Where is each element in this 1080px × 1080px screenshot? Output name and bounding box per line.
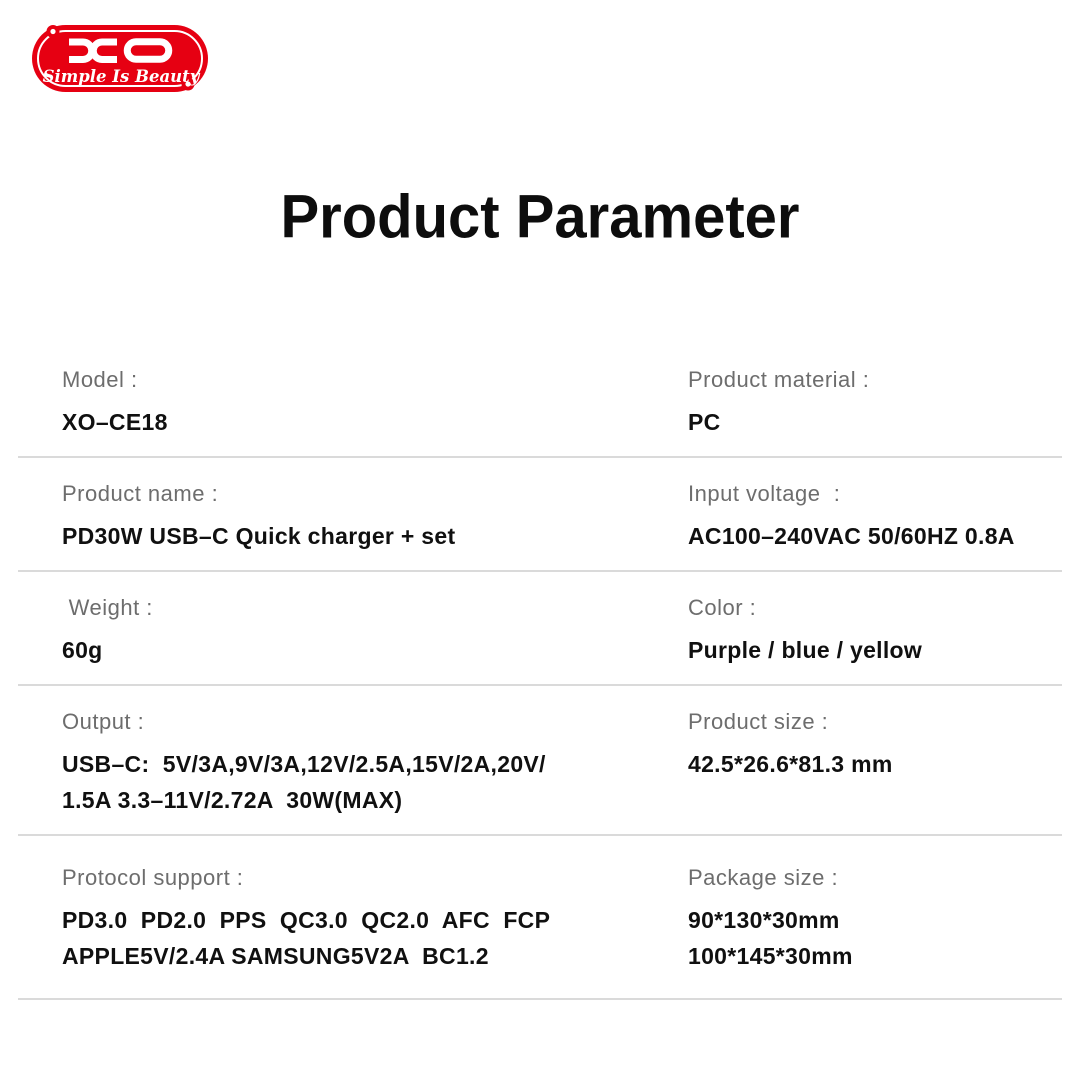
spec-cell-color	[688, 596, 1062, 668]
spec-label-package-size: Package size :	[688, 865, 839, 890]
spec-value-color	[688, 632, 1062, 668]
spec-label-weight: Weight :	[62, 595, 153, 620]
spec-value-product-name	[62, 518, 688, 554]
spec-cell-product-material	[688, 368, 1062, 440]
spec-value-line: AC100–240VAC 50/60HZ 0.8A	[688, 523, 1015, 549]
spec-value-line: 60g	[62, 637, 103, 663]
spec-value-line: 90*130*30mm	[688, 907, 840, 933]
spec-row-weight-color	[18, 572, 1062, 686]
spec-cell-output	[62, 710, 688, 818]
spec-row-output-size	[18, 686, 1062, 836]
spec-value-line: PC	[688, 409, 721, 435]
spec-cell-input-voltage	[688, 482, 1062, 554]
spec-value-line: PD30W USB–C Quick charger + set	[62, 523, 456, 549]
spec-label-protocol-support: Protocol support :	[62, 865, 244, 890]
spec-label-input-voltage: Input voltage :	[688, 481, 841, 506]
spec-label-product-size: Product size :	[688, 709, 829, 734]
spec-table	[18, 344, 1062, 1000]
spec-value-input-voltage	[688, 518, 1062, 554]
spec-value-product-material	[688, 404, 1062, 440]
spec-label-product-material: Product material :	[688, 367, 870, 392]
spec-label-product-name: Product name :	[62, 481, 219, 506]
spec-label-color: Color :	[688, 595, 757, 620]
spec-cell-package-size	[688, 866, 1062, 974]
spec-value-model	[62, 404, 688, 440]
xo-logo	[32, 25, 208, 92]
page-title: Product Parameter	[280, 183, 800, 252]
spec-value-line: 100*145*30mm	[688, 943, 853, 969]
logo-tagline: Simple Is Beauty	[42, 67, 200, 86]
spec-value-line: 42.5*26.6*81.3 mm	[688, 751, 893, 777]
spec-row-name-voltage	[18, 458, 1062, 572]
spec-value-protocol-support	[62, 902, 688, 974]
spec-cell-product-name	[62, 482, 688, 554]
spec-cell-model	[62, 368, 688, 440]
spec-value-line: USB–C: 5V/3A,9V/3A,12V/2.5A,15V/2A,20V/	[62, 751, 546, 777]
spec-label-model: Model :	[62, 367, 138, 392]
spec-row-model-material	[18, 344, 1062, 458]
spec-value-line: APPLE5V/2.4A SAMSUNG5V2A BC1.2	[62, 943, 489, 969]
spec-value-product-size	[688, 746, 1062, 782]
xo-logo-icon	[32, 25, 208, 92]
spec-row-protocol-package	[18, 836, 1062, 1000]
spec-cell-weight	[62, 596, 688, 668]
spec-cell-product-size	[688, 710, 1062, 818]
spec-value-package-size	[688, 902, 1062, 974]
spec-value-weight	[62, 632, 688, 668]
spec-label-output: Output :	[62, 709, 145, 734]
spec-value-output	[62, 746, 688, 818]
spec-value-line: XO–CE18	[62, 409, 168, 435]
spec-cell-protocol-support	[62, 866, 688, 974]
spec-value-line: 1.5A 3.3–11V/2.72A 30W(MAX)	[62, 787, 403, 813]
spec-value-line: Purple / blue / yellow	[688, 637, 923, 663]
spec-value-line: PD3.0 PD2.0 PPS QC3.0 QC2.0 AFC FCP	[62, 907, 551, 933]
